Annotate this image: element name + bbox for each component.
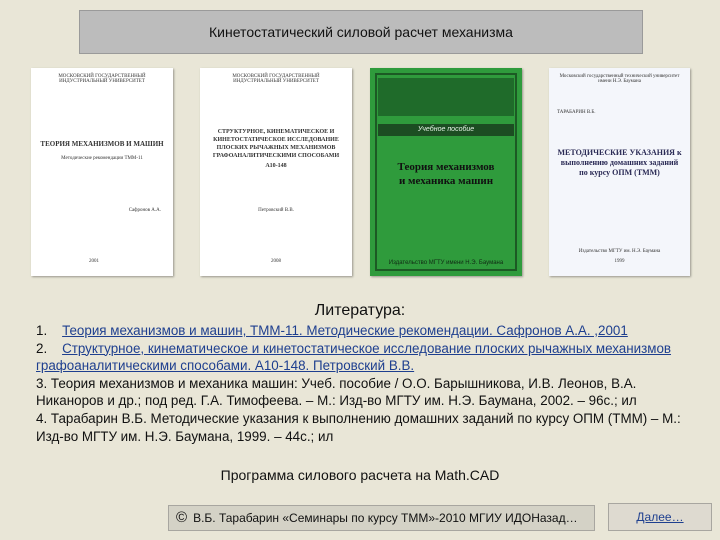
cover2-header: МОСКОВСКИЙ ГОСУДАРСТВЕННЫЙ ИНДУСТРИАЛЬНЫЙ УНИВЕРСИТЕТ [232, 74, 320, 84]
cover1-subtitle: Методические рекомендации ТММ-11 [61, 156, 143, 161]
cover1-header: МОСКОВСКИЙ ГОСУДАРСТВЕННЫЙ ИНДУСТРИАЛЬНЫЙ УНИВЕРСИТЕТ [58, 74, 146, 84]
cover4-header: Московский государственный технический университет имени Н.Э. Баумана [559, 74, 680, 84]
cover2-code: А10-148 [265, 163, 287, 169]
reference-2-number: 2. [36, 340, 48, 356]
cover3-title-line1: Теория механизмов [397, 161, 495, 173]
book-cover-1 [31, 68, 173, 276]
literature-heading: Литература: [314, 302, 406, 319]
cover1-authors: Сафронов А.А. [128, 208, 161, 213]
footer-copyright [176, 509, 578, 526]
reference-1 [36, 322, 696, 340]
cover3-title [378, 160, 514, 188]
reference-1-number: 1. [36, 323, 48, 338]
footer-text: В.Б. Тарабарин «Семинары по курсу ТММ»-2010 МГИУ ИДО [193, 511, 532, 525]
book-cover-4 [549, 68, 690, 276]
reference-1-link[interactable]: Теория механизмов и машин, ТММ-11. Методические рекомендации. Сафронов А.А. ,2001 [62, 323, 628, 338]
book-covers [0, 68, 720, 278]
next-button[interactable]: Далее… [608, 503, 712, 531]
reference-4: 4. Тарабарин В.Б. Методические указания к выполнению домашних заданий по курсу ОПМ (ТММ) – М.: Изд-во МГТУ им. Н.Э. Баумана, 1999. – 44с.; ил [36, 410, 681, 444]
cover1-title: ТЕОРИЯ МЕХАНИЗМОВ И МАШИН [40, 140, 164, 148]
reference-list [36, 322, 696, 445]
cover4-publisher: Издательство МГТУ им. Н.Э. Баумана [578, 249, 661, 254]
program-link[interactable]: Программа силового расчета на Math.CAD [220, 467, 500, 483]
book-cover-3 [370, 68, 522, 276]
cover2-title: СТРУКТУРНОЕ, КИНЕМАТИЧЕСКОЕ И КИНЕТОСТАТИЧЕСКОЕ ИССЛЕДОВАНИЕ ПЛОСКИХ РЫЧАЖНЫХ МЕХАНИЗМОВ ГРАФОАНАЛИТИЧЕСКИМИ СПОСОБАМИ [212, 129, 340, 159]
cover4-year: 1999 [614, 259, 625, 264]
reference-2 [36, 340, 696, 375]
cover4-author: ТАРАБАРИН В.Б. [557, 110, 596, 115]
reference-2-link[interactable]: Структурное, кинематическое и кинетостатическое исследование плоских рычажных механизмов графоаналитическими способами. А10-148. Петровский В.В. [36, 340, 672, 374]
cover4-title: МЕТОДИЧЕСКИЕ УКАЗАНИЯ к выполнению домашних заданий по курсу ОПМ (ТММ) [557, 148, 682, 177]
reference-3: 3. Теория механизмов и механика машин: Учеб. пособие / О.О. Барышникова, И.В. Леонов, В.А. Никаноров и др.; под ред. Г.А. Тимофеева. – М.: Изд-во МГТУ им. Н.Э. Баумана, 2002. – 96с.; ил [36, 375, 637, 409]
copyright-icon: © [176, 509, 188, 526]
cover3-publisher: Издательство МГТУ имени Н.Э. Баумана [388, 260, 504, 266]
cover2-year: 2008 [271, 259, 281, 264]
slide-title [79, 10, 643, 54]
cover3-title-line2: и механика машин [398, 175, 494, 187]
cover3-illustration [378, 78, 514, 116]
back-label[interactable]: Назад… [531, 511, 578, 525]
book-cover-2 [200, 68, 352, 276]
cover3-series: Учебное пособие [378, 124, 514, 136]
cover1-year: 2001 [89, 259, 99, 264]
slide-title-text: Кинетостатический силовой расчет механизма [209, 24, 513, 40]
cover2-author: Петровский В.В. [258, 208, 294, 213]
